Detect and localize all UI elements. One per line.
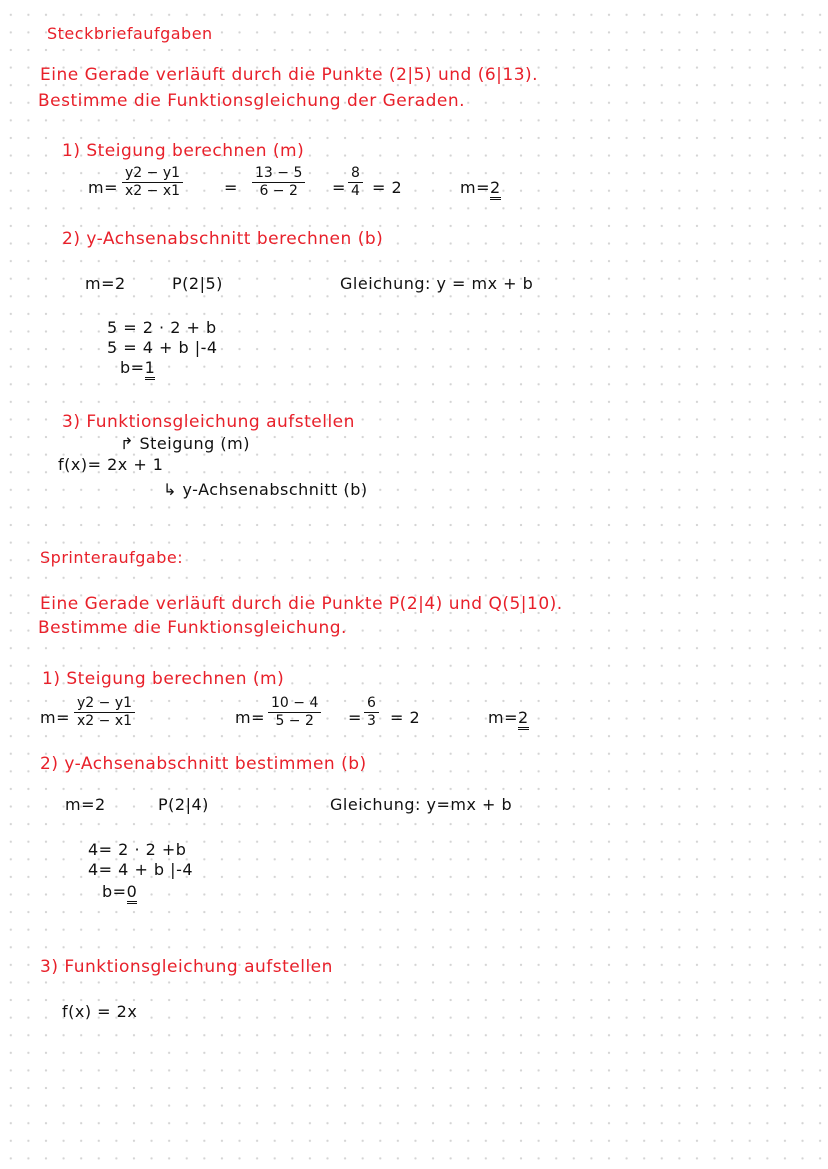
intercept-label: b= bbox=[120, 358, 145, 377]
numerator: y2 − y1 bbox=[122, 166, 183, 183]
step-heading: 2) y-Achsenabschnitt berechnen (b) bbox=[62, 229, 384, 249]
numerator: y2 − y1 bbox=[74, 696, 135, 713]
task-text: Eine Gerade verläuft durch die Punkte P(2|4) und Q(5|10). bbox=[40, 594, 563, 614]
step-heading: 3) Funktionsgleichung aufstellen bbox=[62, 412, 355, 432]
formula-label: m= bbox=[235, 708, 265, 727]
calc-line: 4= 4 + b |-4 bbox=[88, 860, 194, 879]
fraction-values bbox=[268, 696, 321, 728]
slope-label: m= bbox=[488, 708, 518, 727]
given-point: P(2|4) bbox=[158, 795, 209, 814]
task-text: Bestimme die Funktionsgleichung. bbox=[38, 618, 347, 638]
function-equation: f(x)= 2x + 1 bbox=[58, 455, 164, 474]
annotation-slope: ↱ Steigung (m) bbox=[120, 434, 250, 453]
step-heading: 1) Steigung berechnen (m) bbox=[62, 141, 305, 161]
given-point: P(2|5) bbox=[172, 274, 223, 293]
calc-line: 5 = 2 · 2 + b bbox=[107, 318, 217, 337]
section-title: Sprinteraufgabe: bbox=[40, 548, 184, 567]
result-value: = 2 bbox=[390, 708, 421, 727]
intercept-label: b= bbox=[102, 882, 127, 901]
fraction-values bbox=[252, 166, 305, 198]
given-slope: m=2 bbox=[65, 795, 106, 814]
task-text: Eine Gerade verläuft durch die Punkte (2|5) und (6|13). bbox=[40, 65, 539, 85]
function-equation: f(x) = 2x bbox=[62, 1002, 138, 1021]
numerator: 13 − 5 bbox=[252, 166, 305, 183]
slope-result bbox=[460, 180, 501, 196]
equals: = bbox=[348, 708, 362, 727]
task-text: Bestimme die Funktionsgleichung der Geraden. bbox=[38, 91, 466, 111]
general-equation: Gleichung: y=mx + b bbox=[330, 795, 513, 814]
step-heading: 1) Steigung berechnen (m) bbox=[42, 669, 285, 689]
equals: = bbox=[224, 178, 238, 197]
general-equation: Gleichung: y = mx + b bbox=[340, 274, 534, 293]
numerator: 8 bbox=[348, 166, 363, 183]
formula-label: m= bbox=[88, 178, 118, 197]
intercept-value: 1 bbox=[145, 358, 156, 380]
calc-result bbox=[102, 884, 137, 900]
denominator: x2 − x1 bbox=[125, 182, 181, 199]
annotation-intercept: ↳ y-Achsenabschnitt (b) bbox=[163, 480, 368, 499]
calc-result bbox=[120, 360, 155, 376]
fraction-slope-formula bbox=[74, 696, 135, 728]
numerator: 6 bbox=[364, 696, 379, 713]
result-value: = 2 bbox=[372, 178, 403, 197]
numerator: 10 − 4 bbox=[268, 696, 321, 713]
calc-line: 4= 2 · 2 +b bbox=[88, 840, 187, 859]
slope-value: 2 bbox=[518, 708, 529, 730]
slope-label: m= bbox=[460, 178, 490, 197]
denominator: 4 bbox=[351, 182, 360, 199]
given-slope: m=2 bbox=[85, 274, 126, 293]
equals: = bbox=[332, 178, 346, 197]
denominator: 3 bbox=[367, 712, 376, 729]
fraction-result bbox=[364, 696, 379, 728]
denominator: 5 − 2 bbox=[275, 712, 314, 729]
calc-line: 5 = 4 + b |-4 bbox=[107, 338, 218, 357]
fraction-result bbox=[348, 166, 363, 198]
fraction-slope-formula bbox=[122, 166, 183, 198]
step-heading: 3) Funktionsgleichung aufstellen bbox=[40, 957, 333, 977]
intercept-value: 0 bbox=[127, 882, 138, 904]
denominator: 6 − 2 bbox=[259, 182, 298, 199]
formula-label: m= bbox=[40, 708, 70, 727]
denominator: x2 − x1 bbox=[77, 712, 133, 729]
slope-value: 2 bbox=[490, 178, 501, 200]
section-title: Steckbriefaufgaben bbox=[47, 24, 213, 43]
step-heading: 2) y-Achsenabschnitt bestimmen (b) bbox=[40, 754, 367, 774]
slope-result bbox=[488, 710, 529, 726]
